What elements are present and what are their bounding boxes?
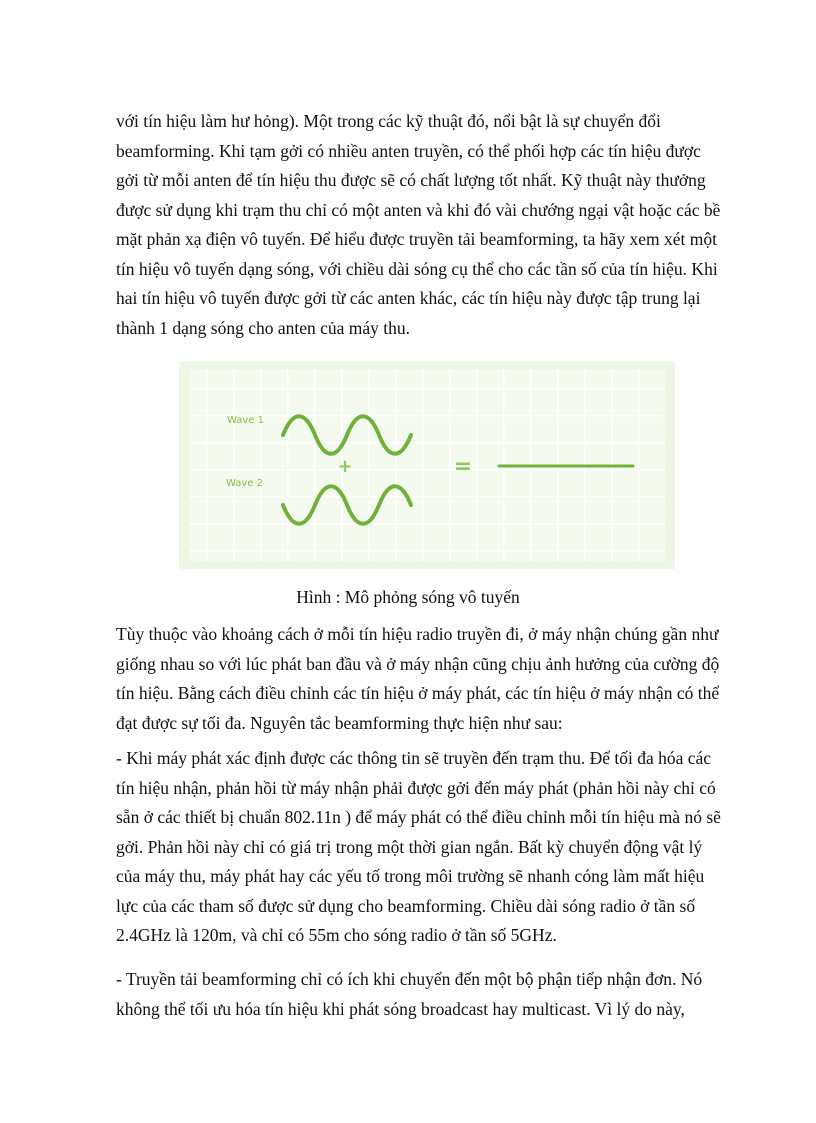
figure-caption: Hình : Mô phỏng sóng vô tuyến: [296, 587, 520, 607]
paragraph-beamforming-intro: [116, 107, 756, 343]
text-line: giống nhau so với lúc phát ban đầu và ở máy nhận cũng chịu ảnh hưởng của cường độ: [116, 653, 720, 674]
text-line: tín hiệu nhận, phản hồi từ máy nhận phải được gởi đến máy phát (phản hồi này chỉ có: [116, 777, 716, 798]
wave-simulation-figure: [179, 361, 675, 569]
paragraph-feedback-principle: [116, 744, 756, 951]
text-line: tín hiệu. Bằng cách điều chỉnh các tín hiệu ở máy phát, các tín hiệu ở máy nhận có thể: [116, 683, 720, 703]
paragraph-signal-adjustment: [116, 620, 756, 738]
text-line: gởi từ mỗi anten để tín hiệu thu được sẽ có chất lượng tốt nhất. Kỹ thuật này thưởng: [116, 170, 706, 190]
text-line: với tín hiệu làm hư hỏng). Một trong các kỹ thuật đó, nổi bật là sự chuyển đổi: [116, 111, 661, 131]
text-line: Tùy thuộc vào khoảng cách ở mỗi tín hiệu radio truyền đi, ở máy nhận chúng gần như: [116, 624, 719, 644]
text-line: được sử dụng khi trạm thu chỉ có một anten và khi đó vài chướng ngại vật hoặc các bề: [116, 199, 721, 220]
text-line: - Khi máy phát xác định được các thông tin sẽ truyền đến trạm thu. Để tối đa hóa các: [116, 748, 712, 768]
wave-1-label: Wave 1: [227, 415, 264, 426]
text-line: hai tín hiệu vô tuyến được gởi từ các anten khác, các tín hiệu này được tập trung lại: [116, 288, 701, 308]
text-line: không thể tối ưu hóa tín hiệu khi phát sóng broadcast hay multicast. Vì lý do này,: [116, 998, 685, 1019]
text-line: beamforming. Khi tạm gởi có nhiều anten truyền, có thể phối hợp các tín hiệu được: [116, 140, 701, 161]
equals-sign: =: [453, 454, 473, 479]
text-line: thành 1 dạng sóng cho anten của máy thu.: [116, 317, 411, 338]
paragraph-single-receiver: [116, 965, 756, 1024]
text-line: - Truyền tải beamforming chỉ có ích khi chuyển đến một bộ phận tiếp nhận đơn. Nó: [116, 969, 703, 989]
text-line: đạt được sự tối đa. Nguyên tắc beamforming thực hiện như sau:: [116, 712, 563, 733]
text-line: sẵn ở các thiết bị chuẩn 802.11n ) để máy phát có thể điều chỉnh mỗi tín hiệu mà nó sẽ: [116, 807, 721, 827]
text-line: của máy thu, máy phát hay các yếu tố trong môi trường sẽ nhanh cóng làm mất hiệu: [116, 866, 705, 886]
plus-sign: +: [337, 456, 353, 477]
wave-diagram: [179, 361, 675, 569]
text-line: mặt phản xạ điện vô tuyến. Để hiểu được truyền tải beamforming, ta hãy xem xét một: [116, 229, 717, 249]
text-line: gởi. Phản hồi này chỉ có giá trị trong một thời gian ngắn. Bất kỳ chuyển động vật lý: [116, 836, 703, 857]
text-line: 2.4GHz là 120m, và chỉ có 55m cho sóng radio ở tần số 5GHz.: [116, 925, 557, 945]
text-line: tín hiệu vô tuyến dạng sóng, với chiều dài sóng cụ thể cho các tần số của tín hiệu. Khi: [116, 258, 718, 279]
text-line: lực của các tham số được sử dụng cho beamforming. Chiều dài sóng radio ở tần số: [116, 895, 696, 916]
wave-2-label: Wave 2: [226, 478, 263, 489]
